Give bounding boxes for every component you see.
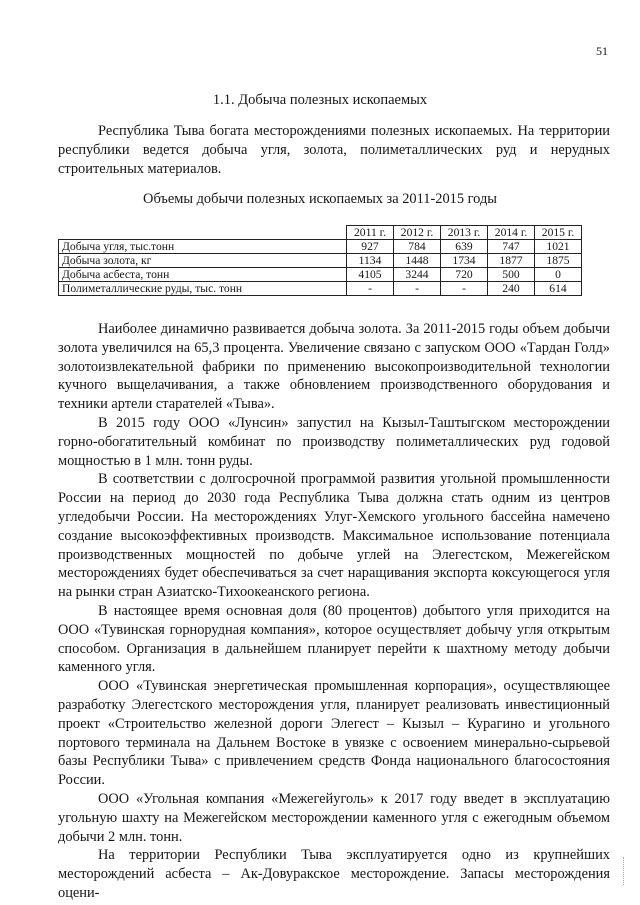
- production-table: [58, 225, 582, 296]
- table-corner-cell: [59, 226, 347, 240]
- table-cell: 1448: [394, 254, 441, 268]
- table-cell: -: [441, 282, 488, 296]
- row-label: Добыча асбеста, тонн: [59, 268, 347, 282]
- intro-block: [58, 122, 610, 178]
- table-cell: 1134: [347, 254, 394, 268]
- table-cell: 747: [488, 240, 535, 254]
- year-header: 2015 г.: [535, 226, 582, 240]
- table-cell: 614: [535, 282, 582, 296]
- table-row: [59, 268, 582, 282]
- table-cell: 1734: [441, 254, 488, 268]
- table-cell: 4105: [347, 268, 394, 282]
- year-header: 2011 г.: [347, 226, 394, 240]
- body-paragraph: Наиболее динамично развивается добыча золота. За 2011-2015 годы объем добычи золота увеличился на 65,3 процента. Увеличение связано с запуском ООО «Тардан Голд» золотоизвлекательной фабрики по применению высокопроизводительной технологии кучного выщелачивания, а также обновлением производственного оборудования и техники артели старателей «Тыва».: [58, 321, 610, 413]
- year-header: 2013 г.: [441, 226, 488, 240]
- table-cell: 240: [488, 282, 535, 296]
- year-header: 2012 г.: [394, 226, 441, 240]
- body-paragraph: В настоящее время основная доля (80 процентов) добытого угля приходится на ООО «Тувинская горнорудная компания», которое осуществляет добычу угля открытым способом. Организация в дальнейшем планирует перейти к шахтному методу добычи каменного угля.: [58, 602, 610, 676]
- row-label: Полиметаллические руды, тыс. тонн: [59, 282, 347, 296]
- intro-paragraph: Республика Тыва богата месторождениями полезных ископаемых. На территории республики ведется добыча угля, золота, полиметаллических руд и нерудных строительных материалов.: [58, 123, 610, 177]
- table-cell: 1875: [535, 254, 582, 268]
- body-paragraph: В соответствии с долгосрочной программой развития угольной промышленности России на период до 2030 года Республика Тыва должна стать одним из центров угледобычи России. На месторождениях Улуг-Хемского угольного бассейна намечено создание высокоэффективных производств. Максимальное использование потенциала производственных мощностей по добыче углей на Элегестском, Межегейском месторождениях будет обеспечиваться за счет наращивания экспорта коксующегося угля на рынки стран Азиатско-Тихоокеанского региона.: [58, 471, 610, 601]
- body-paragraph: ООО «Тувинская энергетическая промышленная корпорация», осуществляющее разработку Элегестского месторождения угля, планирует реализовать инвестиционный проект «Строительство железной дороги Элегест – Кызыл – Курагино и угольного портового терминала на Дальнем Востоке в увязке с освоением минерально-сырьевой базы Республики Тыва» с привлечением средств Фонда национального благосостояния России.: [58, 678, 610, 789]
- table-title: Объемы добычи полезных ископаемых за 2011-2015 годы: [143, 191, 497, 207]
- body-text: [58, 320, 610, 903]
- body-paragraph: На территории Республики Тыва эксплуатируется одно из крупнейших месторождений асбеста – Ак-Довуракское месторождение. Запасы месторождения оцени-: [58, 847, 610, 901]
- table-cell: 639: [441, 240, 488, 254]
- table-cell: 3244: [394, 268, 441, 282]
- table-cell: 500: [488, 268, 535, 282]
- section-title: 1.1. Добыча полезных ископаемых: [212, 92, 428, 108]
- page-number: 51: [596, 44, 608, 58]
- table-cell: 784: [394, 240, 441, 254]
- table-cell: -: [347, 282, 394, 296]
- scan-artifact: [623, 857, 630, 885]
- table-cell: 927: [347, 240, 394, 254]
- table-cell: 0: [535, 268, 582, 282]
- table-row: [59, 282, 582, 296]
- table-cell: 1877: [488, 254, 535, 268]
- body-paragraph: В 2015 году ООО «Лунсин» запустил на Кызыл-Таштыгском месторождении горно-обогатительный комбинат по производству полиметаллических руд годовой мощностью в 1 млн. тонн руды.: [58, 414, 610, 469]
- table-row: [59, 240, 582, 254]
- table-cell: -: [394, 282, 441, 296]
- row-label: Добыча золота, кг: [59, 254, 347, 268]
- body-paragraph: ООО «Угольная компания «Межегейуголь» к 2017 году введет в эксплуатацию угольную шахту на Межегейском месторождении каменного угля с ежегодным объемом добычи 2 млн. тонн.: [58, 790, 610, 845]
- table-cell: 1021: [535, 240, 582, 254]
- table-row: [59, 254, 582, 268]
- table-cell: 720: [441, 268, 488, 282]
- row-label: Добыча угля, тыс.тонн: [59, 240, 347, 254]
- year-header: 2014 г.: [488, 226, 535, 240]
- table-header-row: [59, 226, 582, 240]
